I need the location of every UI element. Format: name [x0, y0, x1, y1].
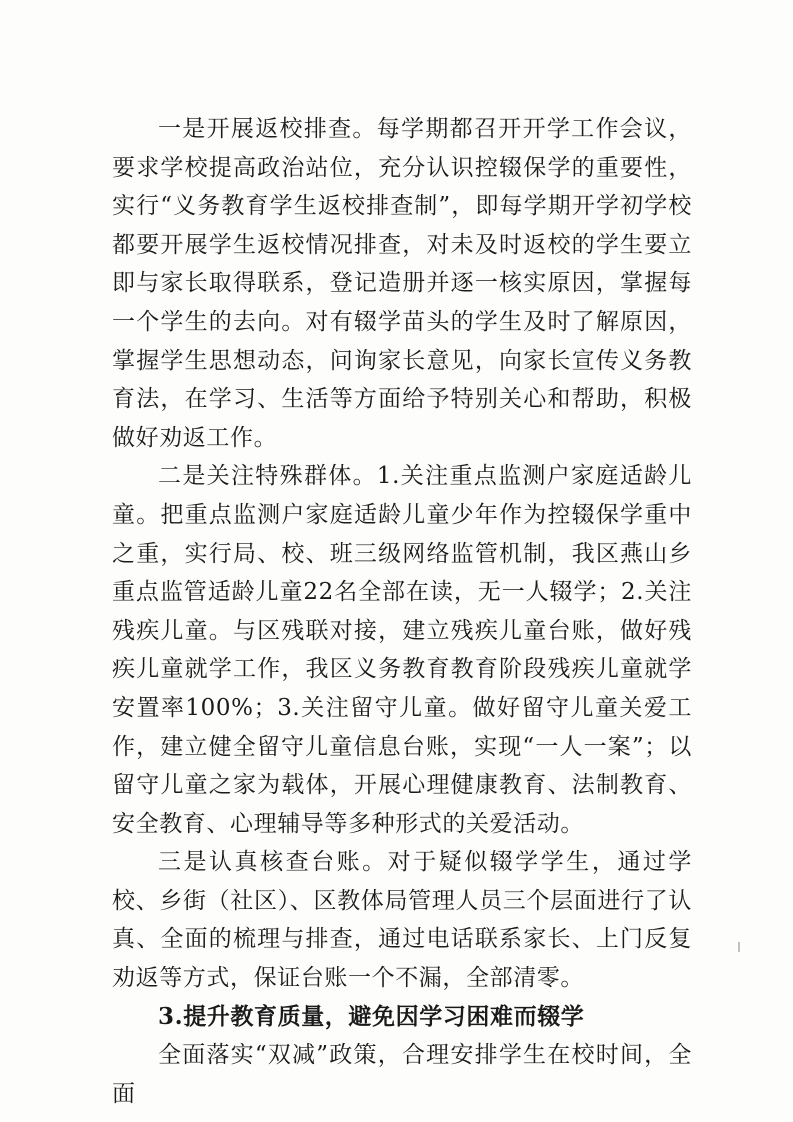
paragraph-special-groups: 二是关注特殊群体。1.关注重点监测户家庭适龄儿童。把重点监测户家庭适龄儿童少年作为控辍保学重中之重，实行局、校、班三级网络监管机制，我区燕山乡重点监管适龄儿童22名全部在读，无一人辍学；2.关注残疾儿童。与区残联对接，建立残疾儿童台账，做好残疾儿童就学工作，我区义务教育教育阶段残疾儿童就学安置率100%；3.关注留守儿童。做好留守儿童关爱工作，建立健全留守儿童信息台账，实现“一人一案”；以留守儿童之家为载体，开展心理健康教育、法制教育、安全教育、心理辅导等多种形式的关爱活动。	[112, 463, 692, 837]
scan-mark	[738, 942, 740, 952]
paragraph-double-reduction: 全面落实“双减”政策，合理安排学生在校时间，全面	[112, 1042, 692, 1107]
document-body	[112, 110, 692, 1113]
paragraph-ledger-check: 三是认真核查台账。对于疑似辍学学生，通过学校、乡街（社区）、区教体局管理人员三个层面进行了认真、全面的梳理与排查，通过电话联系家长、上门反复劝返等方式，保证台账一个不漏，全部清零。	[112, 849, 692, 992]
section-heading: 3.提升教育质量，避免因学习困难而辍学	[158, 1002, 585, 1030]
paragraph-return-check: 一是开展返校排查。每学期都召开开学工作会议，要求学校提高政治站位，充分认识控辍保学的重要性，实行“义务教育学生返校排查制”，即每学期开学初学校都要开展学生返校情况排查，对未及时返校的学生要立即与家长取得联系，登记造册并逐一核实原因，掌握每一个学生的去向。对有辍学苗头的学生及时了解原因，掌握学生思想动态，问询家长意见，向家长宣传义务教育法，在学习、生活等方面给予特别关心和帮助，积极做好劝返工作。	[112, 116, 692, 451]
